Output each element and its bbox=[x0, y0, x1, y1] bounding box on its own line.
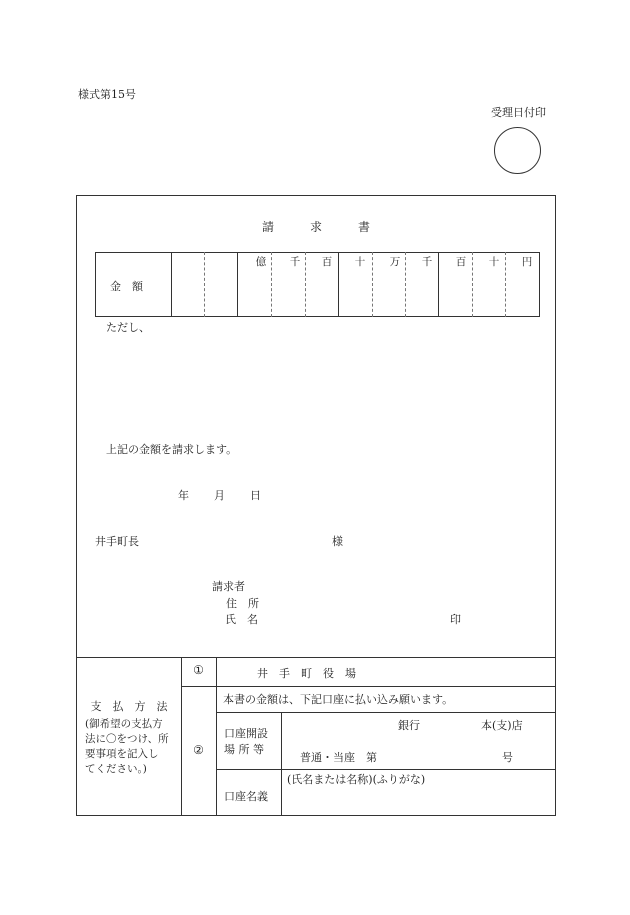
unit-sen: 千 bbox=[289, 256, 301, 268]
unit-hyaku-2: 百 bbox=[455, 256, 467, 268]
stamp-label: 受理日付印 bbox=[491, 106, 546, 119]
option-2-header: 本書の金額は、下記口座に払い込み願います。 bbox=[223, 693, 454, 706]
unit-juu: 十 bbox=[354, 256, 366, 268]
claimant-heading: 請求者 bbox=[212, 580, 245, 593]
unit-man: 万 bbox=[389, 256, 401, 268]
unit-oku: 億 bbox=[255, 256, 267, 268]
date-day: 日 bbox=[250, 489, 261, 502]
claim-form bbox=[76, 195, 556, 816]
payment-note-1: (御希望の支払方 bbox=[85, 718, 163, 730]
claimant-name-label: 氏 名 bbox=[225, 613, 258, 626]
request-statement: 上記の金額を請求します。 bbox=[106, 443, 238, 456]
account-number-suffix: 号 bbox=[502, 751, 513, 764]
form-title: 請 求 書 bbox=[261, 220, 370, 234]
amount-label: 金 額 bbox=[110, 280, 143, 293]
payment-note-4: てください。) bbox=[85, 763, 147, 775]
payment-note-3: 要事項を記入し bbox=[85, 748, 159, 760]
unit-yen: 円 bbox=[521, 256, 533, 268]
bank-label: 銀行 bbox=[398, 719, 420, 732]
option-2-mark: ② bbox=[193, 743, 204, 757]
unit-juu-2: 十 bbox=[488, 256, 500, 268]
date-year: 年 bbox=[178, 489, 189, 502]
seal-mark: 印 bbox=[450, 613, 461, 626]
holder-label: 口座名義 bbox=[224, 790, 268, 803]
option-1-text: 井 手 町 役 場 bbox=[257, 667, 356, 680]
tadashi-label: ただし、 bbox=[106, 321, 150, 334]
addressee-name: 井手町長 bbox=[95, 535, 139, 548]
bank-label-line1: 口座開設 bbox=[224, 727, 268, 740]
unit-hyaku: 百 bbox=[321, 256, 333, 268]
option-1-mark: ① bbox=[193, 663, 204, 677]
unit-sen-2: 千 bbox=[421, 256, 433, 268]
holder-note: (氏名または名称)(ふりがな) bbox=[287, 773, 426, 786]
date-month: 月 bbox=[214, 489, 225, 502]
payment-note-2: 法に〇をつけ、所 bbox=[85, 733, 169, 745]
claimant-address-label: 住 所 bbox=[226, 597, 259, 610]
addressee-suffix: 様 bbox=[332, 535, 343, 548]
bank-label-line2: 場 所 等 bbox=[224, 743, 264, 756]
payment-heading: 支 払 方 法 bbox=[90, 700, 168, 713]
form-number: 様式第15号 bbox=[78, 88, 136, 101]
branch-label: 本(支)店 bbox=[481, 719, 523, 732]
account-type: 普通・当座 第 bbox=[300, 751, 377, 764]
receipt-stamp-circle bbox=[494, 127, 541, 174]
